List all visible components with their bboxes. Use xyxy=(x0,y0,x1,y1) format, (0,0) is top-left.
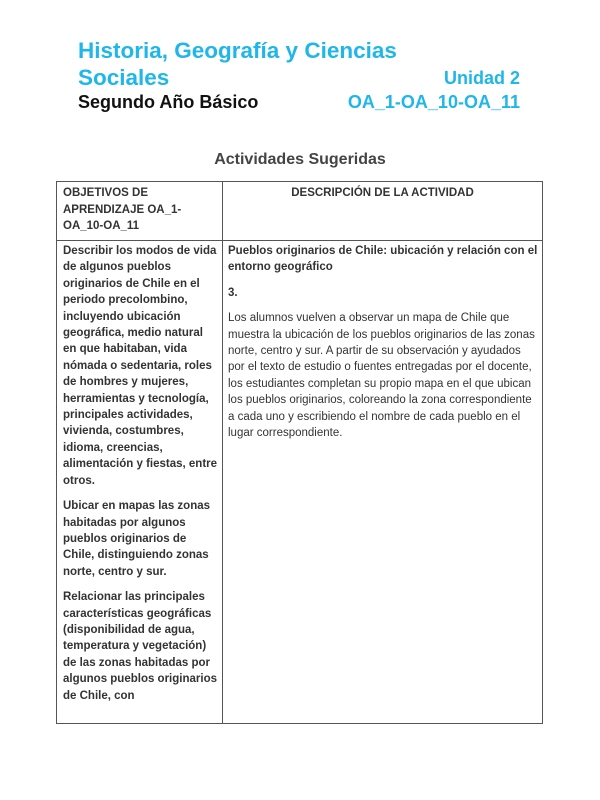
objectives-header: OBJETIVOS DE APRENDIZAJE OA_1-OA_10-OA_11 xyxy=(63,187,182,232)
objective-item: Describir los modos de vida de algunos pueblos originarios de Chile en el periodo precolombino, incluyendo ubicación geográfica, medio natural en que habitaban, vida nómada o sedentaria, roles de hombres y mujeres, herramientas y tecnología, principales actividades, vivienda, costumbres, idioma, creencias, alimentación y fiestas, entre otros. xyxy=(63,245,218,487)
activities-table xyxy=(56,181,543,724)
activity-number: 3. xyxy=(228,286,238,299)
activity-header: DESCRIPCIÓN DE LA ACTIVIDAD xyxy=(291,187,474,199)
grade-label: Segundo Año Básico xyxy=(78,92,259,112)
document-title: Historia, Geografía y Ciencias xyxy=(78,38,397,63)
document-title-continued: Sociales xyxy=(78,65,170,90)
oa-codes: OA_1-OA_10-OA_11 xyxy=(347,92,520,112)
section-title: Actividades Sugeridas xyxy=(214,151,386,168)
column-divider xyxy=(222,182,223,723)
activity-title: Pueblos originarios de Chile: ubicación y relación con el entorno geográfico xyxy=(228,245,538,274)
objective-item: Ubicar en mapas las zonas habitadas por algunos pueblos originarios de Chile, distinguiendo zonas norte, centro y sur. xyxy=(63,500,211,578)
unit-label: Unidad 2 xyxy=(443,68,520,88)
activity-description: Los alumnos vuelven a observar un mapa de Chile que muestra la ubicación de los pueblos originarios de las zonas norte, centro y sur. A partir de su observación y ayudados por el texto de estudio o fuentes entregadas por el docente, los estudiantes completan su propio mapa en el que ubican los pueblos originarios, coloreando la zona correspondiente a cada uno y escribiendo el nombre de cada pueblo en el lugar correspondiente. xyxy=(228,312,535,440)
objectives-cell xyxy=(63,243,219,713)
activity-cell xyxy=(228,243,538,441)
objective-item: Relacionar las principales características geográficas (disponibilidad de agua, temperatura y vegetación) de las zonas habitadas por algunos pueblos originarios de Chile, con xyxy=(63,591,217,702)
